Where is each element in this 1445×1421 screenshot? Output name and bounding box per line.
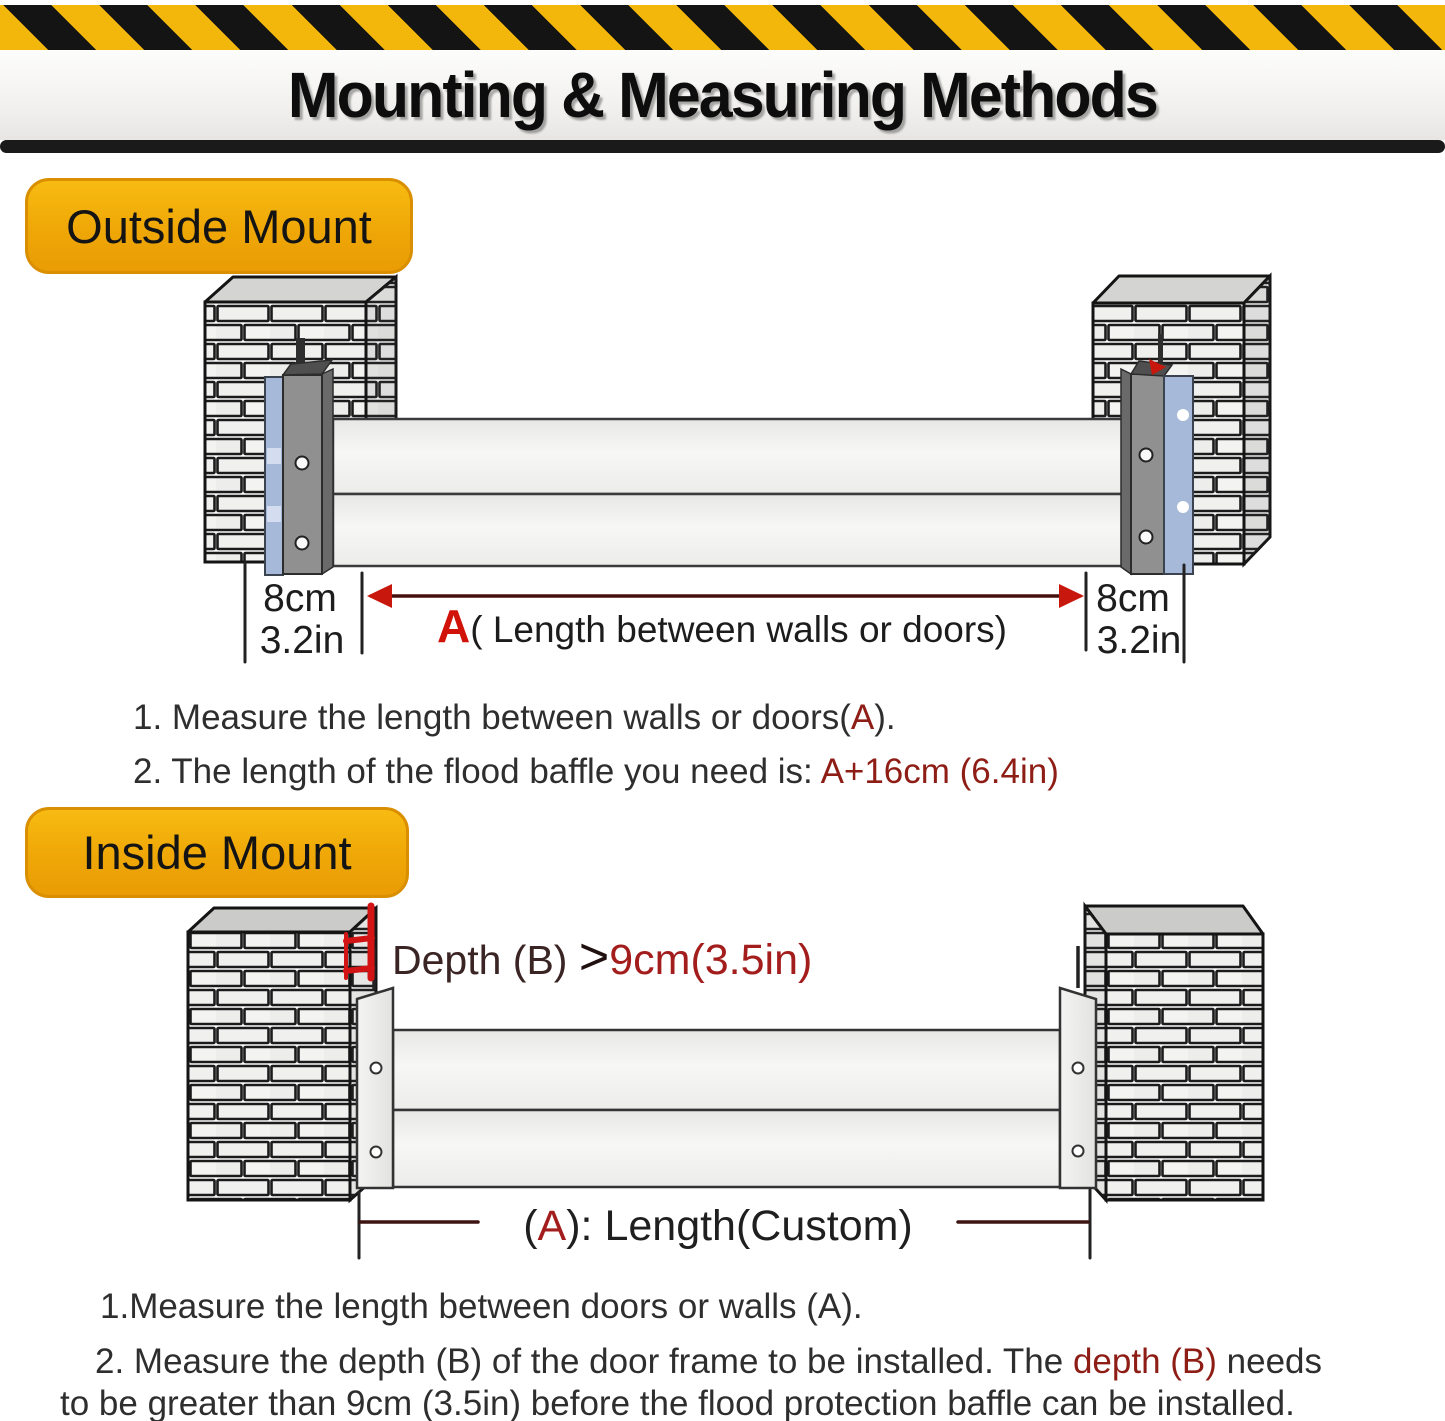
inside-step-2 (95, 1341, 1322, 1383)
span-label: A( Length between walls or doors) (436, 600, 1008, 652)
span-letter: A (436, 600, 471, 652)
outside-step-1-text: 1. Measure the length between walls or doors( (133, 698, 851, 737)
screw-hole (371, 1147, 382, 1158)
pillar-top-face (1093, 276, 1270, 303)
screw-hole (1140, 531, 1153, 544)
inside-mount-diagram (188, 906, 1263, 1258)
inside-step-1-text: 1.Measure the length between doors or walls (A). (100, 1287, 863, 1326)
pillar-top-face (205, 277, 396, 302)
left-offset-cm: 8cm (263, 577, 337, 620)
d2-measurements (359, 1190, 1090, 1258)
inside-step-2-continued (60, 1383, 1295, 1421)
length-letter: A (537, 1202, 567, 1250)
screw-hole (296, 537, 309, 550)
depth-bar-upper (346, 938, 372, 941)
inside-step-2-cont-text: to be greater than 9cm (3.5in) before the flood protection baffle can be installed. (60, 1384, 1295, 1421)
inside-step-1 (100, 1286, 863, 1328)
d2-flood-barrier (393, 1030, 1060, 1187)
flood-panel-bottom (333, 494, 1133, 566)
pillar-top-face (1085, 906, 1263, 934)
seal-strip (1164, 376, 1193, 574)
seal-dot (1177, 501, 1189, 513)
depth-bar-lower (346, 968, 372, 971)
outside-mount-diagram (205, 276, 1270, 662)
inside-step-2-text: 2. Measure the depth (B) of the door frame to be installed. The (95, 1342, 1073, 1381)
screw-hole (1073, 1063, 1084, 1074)
mounting-channel (1060, 988, 1096, 1188)
screw-hole (1140, 449, 1153, 462)
seal-strip-highlight (267, 448, 281, 464)
outside-step-2 (133, 751, 1059, 793)
arrowhead-left (367, 584, 392, 608)
inside-step-2-end: needs (1216, 1342, 1323, 1381)
right-offset-in: 3.2in (1096, 619, 1182, 662)
outside-step-2-text: 2. The length of the flood baffle you need is: (133, 752, 821, 791)
flood-panel-top (333, 419, 1133, 494)
seal-strip (265, 377, 283, 575)
right-offset-cm: 8cm (1096, 577, 1170, 620)
pillar-front-face (188, 932, 350, 1200)
outside-step-2-highlight: A+16cm (6.4in) (820, 752, 1059, 791)
left-offset-in: 3.2in (259, 619, 345, 662)
outside-mount-label: Outside Mount (25, 178, 413, 274)
flood-panel-top (393, 1030, 1060, 1110)
seal-dot (1177, 409, 1189, 421)
channel-side (322, 369, 333, 574)
greater-than-sign: > (578, 928, 610, 986)
pillar-front-face (1106, 934, 1263, 1200)
d1-measurements (245, 562, 1184, 662)
page-title: Mounting & Measuring Methods (288, 59, 1157, 131)
arrowhead-right (1059, 584, 1084, 608)
outside-step-1-highlight: A (850, 698, 875, 737)
length-label: (A): Length(Custom) (523, 1202, 913, 1250)
outside-step-1-end: ). (874, 698, 896, 737)
screw-hole (296, 457, 309, 470)
screw-hole (371, 1063, 382, 1074)
channel-side (1121, 369, 1131, 574)
flood-panel-bottom (393, 1110, 1060, 1187)
d1-flood-barrier (333, 419, 1133, 566)
inside-mount-label: Inside Mount (25, 807, 409, 898)
side-face-shade (1244, 276, 1270, 564)
d2-right-pillar (1085, 906, 1263, 1200)
inside-step-2-highlight: depth (B) (1072, 1342, 1217, 1381)
screw-hole (1073, 1146, 1084, 1157)
depth-label: Depth (B) >9cm(3.5in) (392, 928, 813, 986)
outside-step-1 (133, 697, 896, 739)
anchor-pin (1158, 334, 1163, 366)
pillar-top-face (188, 908, 376, 932)
seal-strip-highlight (267, 506, 281, 522)
depth-value: 9cm(3.5in) (609, 936, 813, 984)
